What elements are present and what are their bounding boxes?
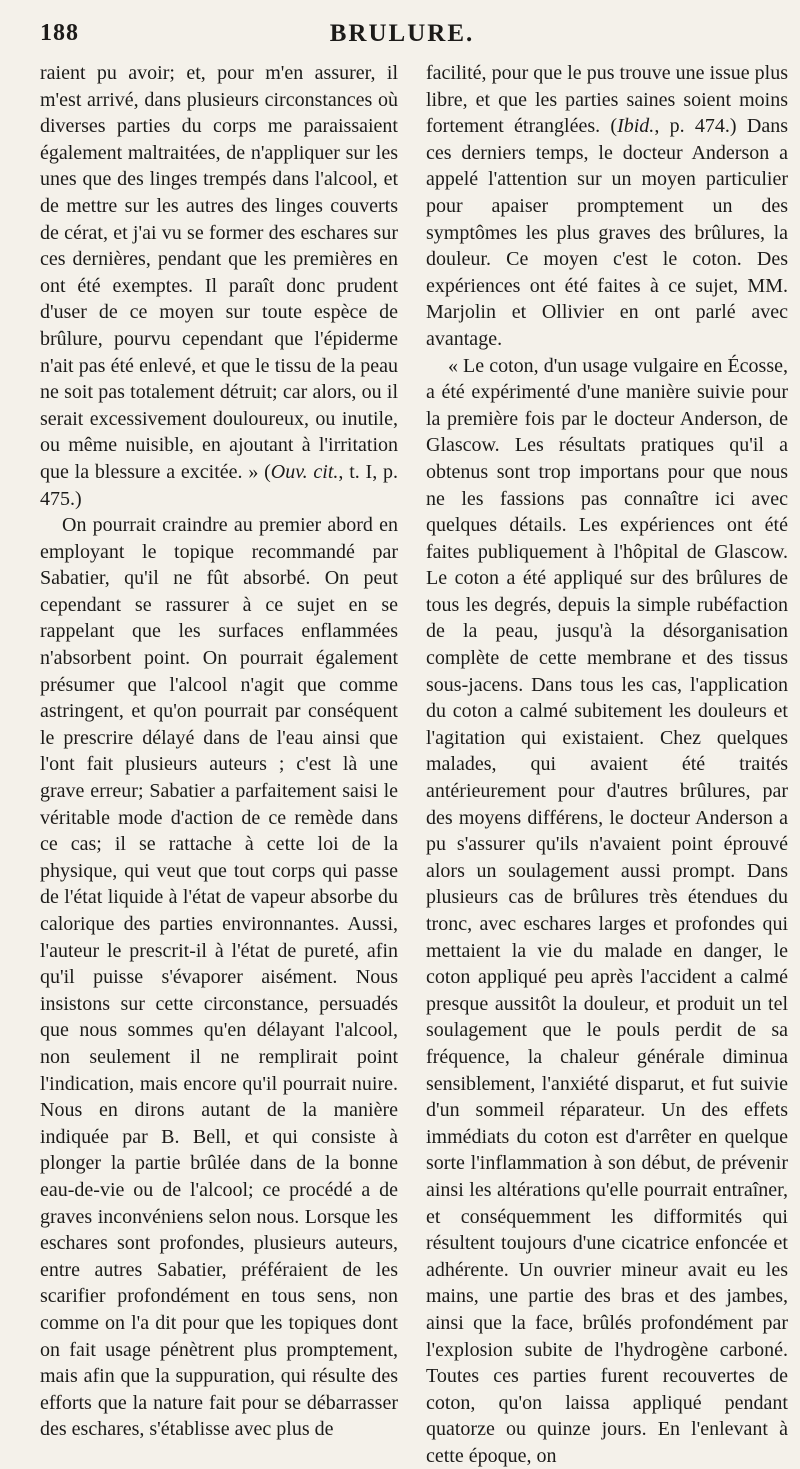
text-run: On pourrait craindre au premier abord en employant le topique recommandé par Sabatier, qu'il ne fût absorbé. On peut cependant se rassurer à ce sujet en se rappelant que les surfaces enflammées n'absorbent point. On pourrait également présumer que l'alcool n'agit que comme astringent, et qu'on pourrait par conséquent le prescrire délayé dans de l'eau ainsi que l'ont fait plusieurs auteurs ; c'est là une grave erreur; Sabatier a parfaitement saisi le véritable mode d'action de ce remède dans ce cas; il se rattache à cette loi de la physique, qui veut que tout corps qui passe de l'état liquide à l'état de vapeur absorbe du calorique des parties environnantes. Aussi, l'auteur le prescrit-il à l'état de pureté, afin qu'il puisse s'évaporer aisément. Nous insistons sur cette circonstance, persuadés que nous sommes qu'en délayant l'alcool, non seulement il ne remplirait point l'indication, mais encore qu'il pourrait nuire. Nous en dirons autant de la manière indiquée par B. Bell, et qui consiste à plonger la partie brûlée dans de la bonne eau-de-vie ou de l'alcool; ce procédé a de graves inconvéniens selon nous. Lorsque les eschares sont profondes, plusieurs auteurs, entre autres Sabatier, préféraient de les scarifier profondément en tous sens, non comme on l'a dit pour que les topiques dont on fait usage pénètrent plus promptement, mais afin que la suppuration, qui résulte des efforts que la nature fait pour se débarrasser des eschares, s'établisse avec plus de bbox=[40, 514, 398, 1441]
paragraph bbox=[40, 512, 398, 1443]
italic-reference: Ouv. cit. bbox=[270, 460, 339, 483]
paragraph bbox=[40, 60, 398, 512]
text-run: facilité, pour que le pus trouve une issue plus libre, et que les parties saines soient moins fortement étranglées. ( bbox=[426, 62, 788, 138]
italic-reference: Ibid. bbox=[617, 115, 655, 138]
paragraph bbox=[426, 353, 788, 1469]
text-run: , t. I, p. 475.) bbox=[40, 460, 399, 510]
right-column bbox=[426, 60, 788, 1469]
text-run: raient pu avoir; et, pour m'en assurer, il m'est arrivé, dans plusieurs circonstances où diverses parties du corps me paraissaient également maltraitées, de n'appliquer sur les unes que des linges trempés dans l'alcool, et de mettre sur les autres des linges couverts de cérat, et j'ai vu se former des eschares sur ces dernières, pendant que les premières en ont été exemptes. Il paraît donc prudent d'user de ce moyen sur toute espèce de brûlure, pourvu cependant que l'épiderme n'ait pas été enlevé, et que le tissu de la peau ne soit pas totalement détruit; car alors, ou il serait excessivement douloureux, ou inutile, ou même nuisible, en ajoutant à l'irritation que la blessure a excitée. » ( bbox=[40, 62, 398, 483]
paragraph bbox=[426, 60, 788, 353]
left-column bbox=[40, 60, 398, 1443]
page-number: 188 bbox=[40, 20, 79, 46]
text-run: « Le coton, d'un usage vulgaire en Écosse, a été expérimenté d'une manière suivie pour la première fois par le docteur Anderson, de Glascow. Les résultats pratiques qu'il a obtenus sont trop importans pour que nous ne les fassions pas connaître ici avec quelques détails. Les expériences ont été faites publiquement à l'hôpital de Glascow. Le coton a été appliqué sur des brûlures de tous les degrés, depuis la simple rubéfaction de la peau, jusqu'à la désorganisation complète de cette membrane et des tissus sous-jacens. Dans tous les cas, l'application du coton a calmé subitement les douleurs et l'agitation qui existaient. Chez quelques malades, qui avaient été traités antérieurement pour d'autres brûlures, par des moyens différens, le docteur Anderson a pu s'assurer qu'ils n'avaient point éprouvé alors un soulagement aussi prompt. Dans plusieurs cas de brûlures très étendues du tronc, avec eschares larges et profondes qui mettaient la vie du malade en danger, le coton appliqué peu après l'accident a calmé presque aussitôt la douleur, et produit un tel soulagement que le pouls perdit de sa fréquence, la chaleur générale diminua sensiblement, l'anxiété disparut, et fut suivie d'un sommeil réparateur. Un des effets immédiats du coton est d'arrêter en quelque sorte l'inflammation à son début, de prévenir ainsi les altérations qu'elle pourrait entraîner, et conséquemment les difformités qui résultent toujours d'une cicatrice enfoncée et adhérente. Un ouvrier mineur avait eu les mains, une partie des bras et des jambes, ainsi que la face, brûlés profondément par l'explosion subite de l'hydrogène carboné. Toutes ces parties furent recouvertes de coton, qu'on laissa appliqué pendant quatorze ou quinze jours. En l'enlevant à cette époque, on bbox=[426, 354, 788, 1467]
running-head: BRULURE. bbox=[329, 20, 475, 47]
page-header bbox=[40, 20, 764, 60]
text-run: , p. 474.) Dans ces derniers temps, le docteur Anderson a appelé l'attention sur un moyen particulier pour apaiser promptement un des symptômes les plus graves des brûlures, la douleur. Ce moyen c'est le coton. Des expériences ont été faites à ce sujet, MM. Marjolin et Ollivier en ont parlé avec avantage. bbox=[426, 115, 789, 350]
